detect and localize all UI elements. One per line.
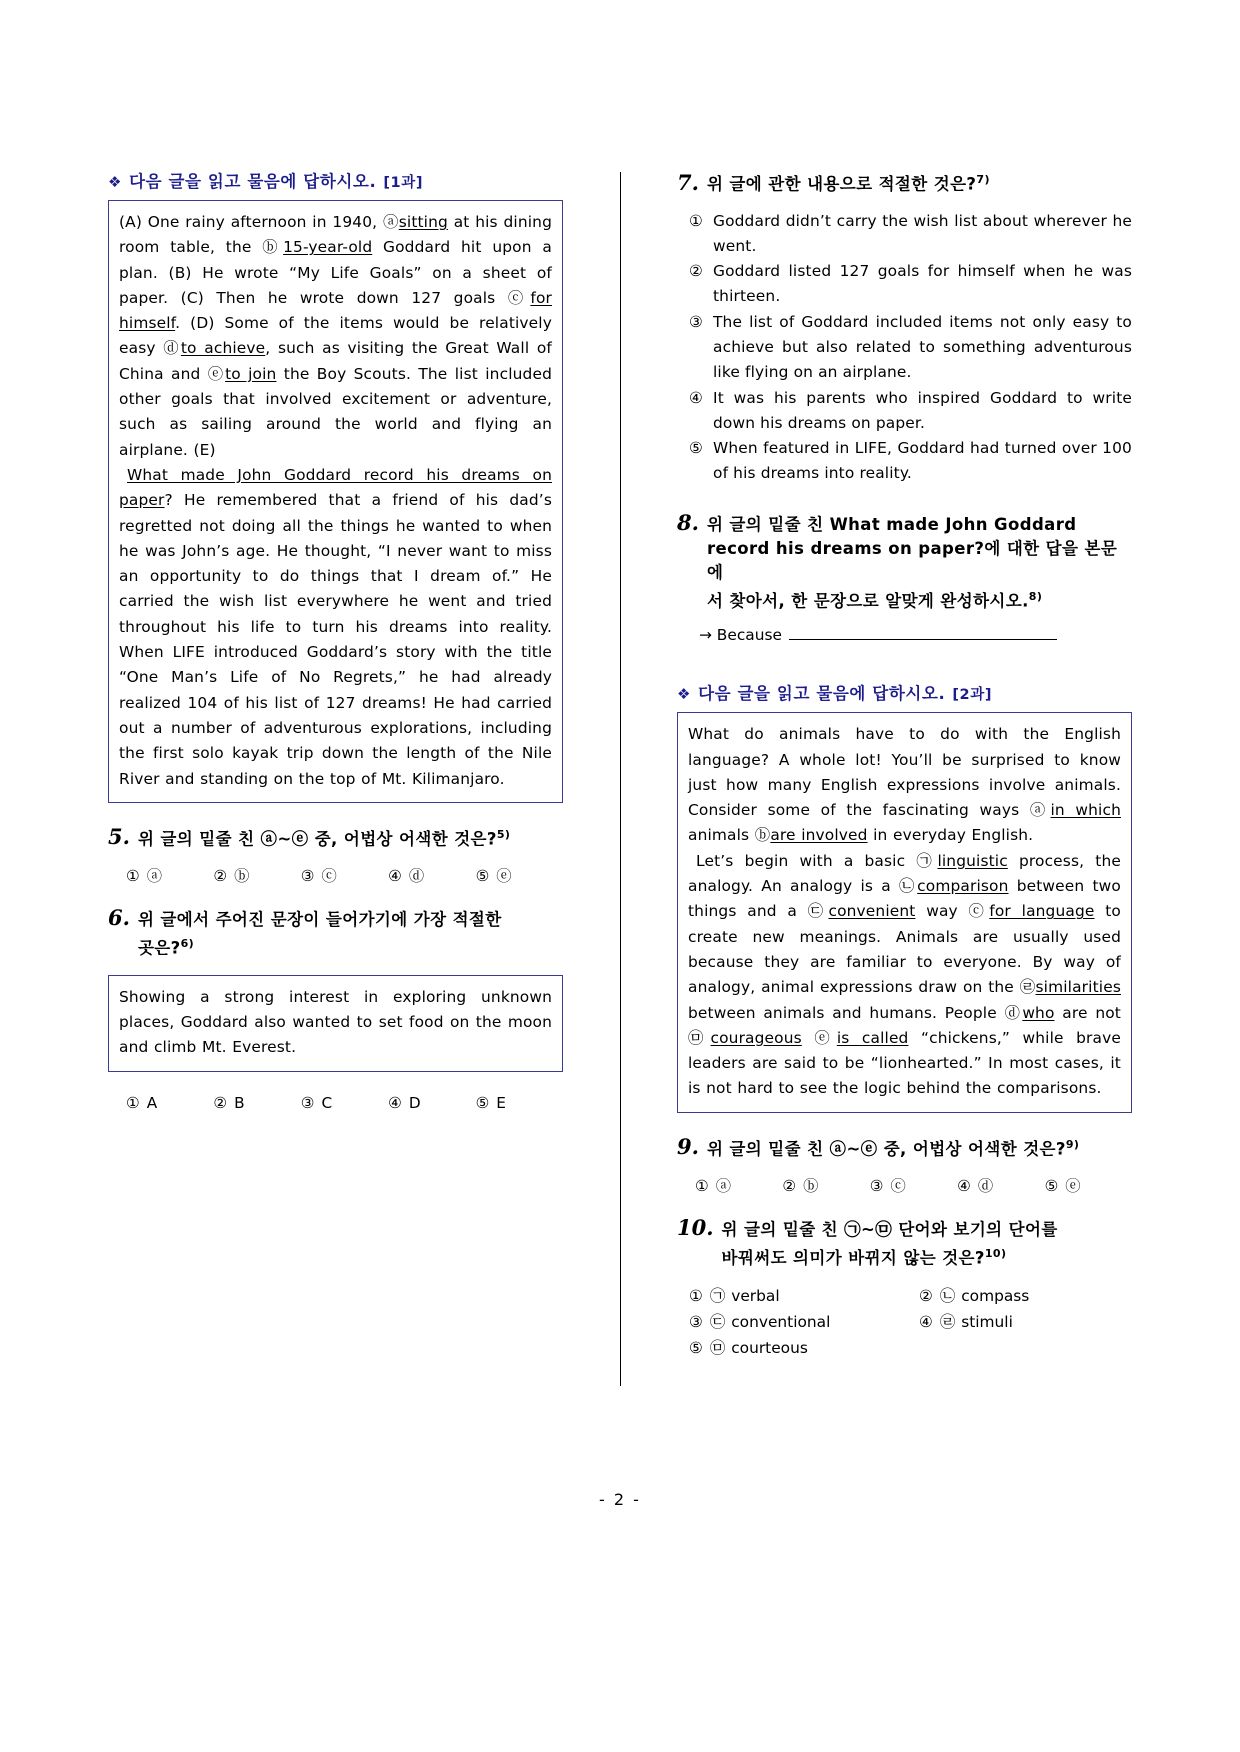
question-10-choice-4[interactable]: ④ ㉣ stimuli [919, 1312, 1013, 1331]
question-10-choice-1[interactable]: ① ㉠ verbal [689, 1286, 780, 1305]
question-5-choice-1[interactable]: ① ⓐ [126, 867, 163, 886]
answer-blank[interactable] [789, 624, 1057, 640]
question-10-choice-2[interactable]: ② ㉡ compass [919, 1286, 1030, 1305]
question-6-choices [108, 1094, 563, 1112]
answer-prefix: → Because [699, 626, 782, 645]
two-column-layout [108, 168, 1132, 1398]
question-9-choice-2[interactable]: ② ⓑ [782, 1177, 819, 1196]
question-6-footnote: 6) [180, 937, 195, 951]
question-10-choice-5[interactable]: ⑤ ㉤ courteous [689, 1338, 808, 1357]
question-6-choice-5[interactable]: ⑤ E [475, 1093, 506, 1112]
question-8-answer-line[interactable] [677, 624, 1132, 644]
question-10-footnote: 10) [984, 1247, 1007, 1261]
choice-marker: ① [689, 211, 703, 230]
question-7-head [677, 168, 1132, 197]
question-5 [108, 823, 563, 887]
question-6-text-line2: 곳은?$^{6)}$ [137, 937, 195, 958]
column-gutter [563, 168, 677, 1398]
question-10 [677, 1216, 1132, 1361]
question-9-choices [677, 1174, 1132, 1196]
passage-paragraph-2: What made John Goddard record his dreams on paper? He remembered that a friend of his dad’s regretted not doing all the things he wanted to when he was John’s age. He thought, “I never want to miss an opportunity to do things that I dream of.” He carried the wish list everywhere he went and tried throughout his life to turn his dreams into reality. When LIFE introduced Goddard’s story with the title “One Man’s Life of No Regrets,” he had already realized 104 of his list of 127 dreams! He had carried out a number of adventurous explorations, including the first solo kayak trip down the length of the Nile River and standing on the top of Mt. Kilimanjaro. [119, 465, 552, 788]
choice-body: When featured in LIFE, Goddard had turned over 100 of his dreams into reality. [713, 439, 1132, 483]
question-7-choice-2[interactable] [689, 259, 1132, 310]
choice-marker: ③ [689, 312, 703, 331]
question-6-choice-4[interactable]: ④ D [388, 1093, 421, 1112]
section-header-title: 다음 글을 읽고 물음에 답하시오. [129, 172, 377, 191]
question-10-text-line2: 바꿔써도 의미가 바뀌지 않는 것은? [721, 1248, 985, 1268]
question-9-choice-4[interactable]: ④ ⓓ [957, 1177, 994, 1196]
question-5-choice-3[interactable]: ③ ⓒ [300, 867, 337, 886]
question-8-number: 8. [677, 509, 699, 535]
question-10-head [677, 1216, 1132, 1271]
question-7-footnote: 7) [976, 173, 990, 186]
passage-paragraph-1: (A) One rainy afternoon in 1940, ⓐsitting at his dining room table, the ⓑ15-year-old Goddard hit upon a plan. (B) He wrote “My Life Goals” on a sheet of paper. (C) Then he wrote down 127 goals ⓒfor himself. (D) Some of the items would be relatively easy ⓓto achieve, such as visiting the Great Wall of China and ⓔto join the Boy Scouts. The list included other goals that involved excitement or adventure, such as sailing around the world and flying an airplane. (E) [119, 213, 553, 459]
question-6-example-text: Showing a strong interest in exploring unknown places, Goddard also wanted to set food on the moon and climb Mt. Everest. [119, 987, 552, 1057]
question-5-choices [108, 864, 563, 886]
question-7-choice-1[interactable] [689, 209, 1132, 260]
question-5-choice-2[interactable]: ② ⓑ [213, 867, 250, 886]
question-5-text: 위 글의 밑줄 친 ⓐ~ⓔ 중, 어법상 어색한 것은?$^{5)}$ [137, 827, 511, 849]
question-10-text: 위 글의 밑줄 친 ㉠~㉤ 단어와 보기의 단어를 바꿔써도 의미가 바뀌지 않는 것은?$^{10)}$ [721, 1220, 1058, 1268]
question-7 [677, 168, 1132, 487]
diamond-bullet-icon: ❖ [677, 685, 692, 704]
question-8-footnote: 8) [1028, 589, 1043, 603]
question-10-number: 10. [677, 1215, 714, 1241]
section-header-title: 다음 글을 읽고 물음에 답하시오. [698, 684, 946, 704]
question-6-choice-1[interactable]: ① A [126, 1093, 158, 1112]
question-9-choice-1[interactable]: ① ⓐ [695, 1177, 732, 1196]
left-column [108, 168, 563, 1398]
question-10-choices [677, 1283, 1132, 1361]
question-8-text-pre: 위 글의 밑줄 친 [706, 514, 830, 534]
question-9-head [677, 1133, 1132, 1162]
question-10-choice-3[interactable]: ③ ㉢ conventional [689, 1312, 831, 1331]
section-header-lesson1 [108, 168, 563, 192]
choice-body: Goddard listed 127 goals for himself when he was thirteen. [713, 262, 1132, 306]
question-6 [108, 906, 563, 1111]
question-5-head [108, 823, 563, 852]
question-9-choice-3[interactable]: ③ ⓒ [869, 1177, 906, 1196]
question-6-head [108, 906, 563, 961]
question-6-choice-2[interactable]: ② B [213, 1093, 245, 1112]
question-8-text-line2: 서 찾아서, 한 문장으로 알맞게 완성하시오. [706, 591, 1029, 611]
question-6-example-box [108, 975, 563, 1072]
question-9-number: 9. [677, 1134, 699, 1160]
question-9-choice-5[interactable]: ⑤ ⓔ [1044, 1177, 1081, 1196]
question-5-footnote: 5) [496, 827, 511, 841]
question-7-choice-3[interactable] [689, 310, 1132, 386]
question-5-choice-4[interactable]: ④ ⓓ [388, 867, 425, 886]
passage-box-lesson2 [677, 712, 1132, 1112]
question-9-footnote: 9) [1065, 1137, 1080, 1151]
question-8-head [677, 511, 1132, 614]
question-7-choices [677, 209, 1132, 487]
passage-text-lesson1 [119, 210, 552, 792]
choice-body: The list of Goddard included items not only easy to achieve but also related to something adventurous like flying on an airplane. [713, 312, 1132, 382]
section-header-lesson2 [677, 680, 1132, 704]
question-8-text [707, 513, 1132, 614]
question-9-text: 위 글의 밑줄 친 ⓐ~ⓔ 중, 어법상 어색한 것은?$^{9)}$ [706, 1137, 1080, 1159]
question-5-number: 5. [108, 824, 130, 850]
section-header-lesson-tag: [1과] [383, 175, 424, 191]
choice-body: It was his parents who inspired Goddard to write down his dreams on paper. [713, 388, 1132, 432]
question-7-choice-4[interactable] [689, 386, 1132, 437]
passage2-paragraph-2: Let’s begin with a basic ㉠linguistic process, the analogy. An analogy is a ㉡comparison between two things and a ㉢convenient way ⓒfor language to create new meanings. Animals are usually used because they are familiar to everyone. By way of analogy, animal expressions draw on the ㉣similarities between animals and humans. People ⓓwho are not ㉤courageous ⓔis called “chickens,” while brave leaders are said to be “lionhearted.” In most cases, it is not hard to see the logic behind the comparisons. [688, 851, 1121, 1098]
question-8-text-post: 에 대한 답을 본문에 [706, 538, 1118, 582]
question-8-underlined-phrase: What made John Goddard record his dreams on paper? [706, 514, 1077, 558]
diamond-bullet-icon: ❖ [108, 173, 123, 191]
question-8 [677, 511, 1132, 645]
page-number: - 2 - [599, 1490, 641, 1509]
passage-text-lesson2 [688, 722, 1121, 1101]
choice-marker: ② [689, 262, 703, 281]
choice-body: Goddard didn’t carry the wish list about wherever he went. [713, 211, 1132, 255]
question-7-text: 위 글에 관한 내용으로 적절한 것은?$^{7)}$ [706, 173, 990, 194]
question-6-text: 위 글에서 주어진 문장이 들어가기에 가장 적절한 곳은?$^{6)}$ [138, 908, 502, 961]
choice-marker: ⑤ [689, 439, 703, 458]
column-divider [620, 172, 621, 1386]
question-6-number: 6. [108, 905, 130, 931]
question-7-number: 7. [677, 169, 699, 195]
question-6-choice-3[interactable]: ③ C [300, 1093, 333, 1112]
question-7-choice-5[interactable] [689, 436, 1132, 487]
choice-marker: ④ [689, 388, 703, 407]
section-header-lesson-tag: [2과] [952, 687, 993, 704]
question-5-choice-5[interactable]: ⑤ ⓔ [475, 867, 512, 886]
question-9 [677, 1133, 1132, 1197]
right-column [677, 168, 1132, 1398]
passage-box-lesson1 [108, 200, 563, 803]
passage2-paragraph-1: What do animals have to do with the English language? A whole lot! You’ll be surprised to know just how many English expressions involve animals. Consider some of the fascinating ways ⓐin which animals ⓑare involved in everyday English. [688, 725, 1121, 845]
